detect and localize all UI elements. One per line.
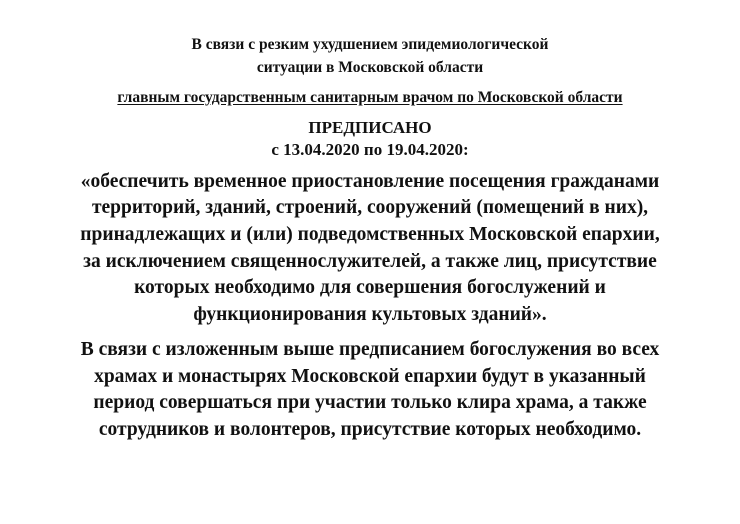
notice-line: В связи с изложенным выше предписанием богослужения во всех <box>80 339 660 360</box>
quote-line: которых необходимо для совершения богослужений и <box>134 277 606 298</box>
decree-word: ПРЕДПИСАНО <box>308 118 432 137</box>
quote-line: за исключением священнослужителей, а также лиц, присутствие <box>83 251 657 272</box>
quote-line: территорий, зданий, строений, сооружений (помещений в них), <box>91 197 649 218</box>
quote-line: функционирования культовых зданий». <box>193 304 547 325</box>
header-line-2: ситуации в Московской области <box>256 59 484 76</box>
header-line-1: В связи с резким ухудшением эпидемиологической <box>191 36 549 53</box>
decree-period: с 13.04.2020 по 19.04.2020: <box>271 140 469 159</box>
quote-line: «обеспечить временное приостановление посещения гражданами <box>80 171 660 192</box>
issuing-authority: главным государственным санитарным врачом по Московской области <box>117 89 623 106</box>
notice-line: сотрудников и волонтеров, присутствие которых необходимо. <box>98 419 642 440</box>
notice-line: период совершаться при участии только клира храма, а также <box>93 392 647 413</box>
notice-line: храмах и монастырях Московской епархии будут в указанный <box>94 366 646 387</box>
quote-line: принадлежащих и (или) подведомственных Московской епархии, <box>80 224 660 245</box>
